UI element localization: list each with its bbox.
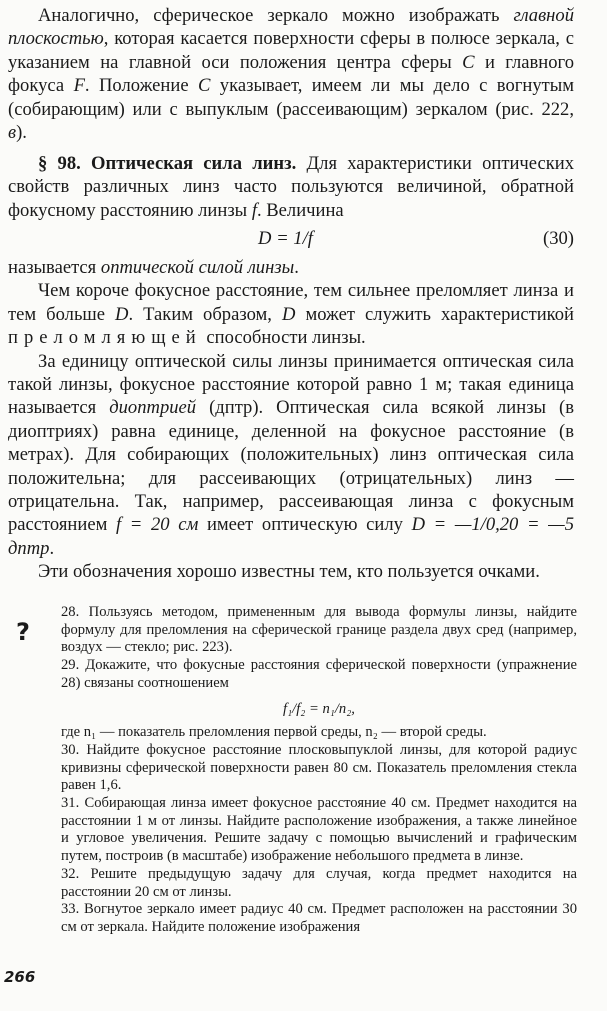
text: Аналогично, сферическое зеркало можно изображать (38, 5, 514, 26)
symbol: C (197, 75, 211, 97)
figure-ref: в (8, 122, 17, 144)
text: . Положение (84, 75, 198, 97)
body-text (8, 256, 574, 584)
text: указывает, имеем ли мы дело с вогнутым (собирающим) или с выпуклым (рассеивающим) зеркалом (рис. 222, (8, 75, 575, 120)
symbol: D (281, 303, 296, 325)
text: . Величина (256, 199, 344, 221)
symbol: C (462, 51, 475, 73)
paragraph-4: Эти обозначения хорошо известны тем, кто пользуется очками. (38, 561, 540, 583)
symbol: F (73, 75, 85, 97)
term-italic: главной плоскостью (8, 5, 574, 50)
text: и главного фокуса (8, 51, 575, 97)
inline-equation: D = —1/0,20 = —5 дптр (8, 514, 574, 559)
symbol: D (115, 303, 129, 325)
text: имеет оптическую силу (198, 514, 412, 536)
exercise-31: 31. Собирающая линза имеет фокусное расстояние 40 см. Предмет находится на расстоянии 1 м от линзы. Найдите расположение изображения, а также линейное и угловое увеличения. Решите задачу с помощью вычислений и графическим путем, построив (в масштабе) изображение небольшого предмета в линзе. (61, 795, 577, 865)
text: способности линзы. (201, 327, 366, 349)
text: . Таким образом, (128, 303, 282, 325)
section-98 (8, 152, 574, 222)
inline-equation: f = 20 см (115, 514, 199, 536)
text: , которая касается поверхности сферы в полюсе зеркала, с указанием на главной оси положения центра сферы (8, 28, 574, 73)
exercise-32: 32. Решите предыдущую задачу для случая, когда предмет находится на расстоянии 20 см от линзы. (61, 865, 577, 900)
text: может служить характеристикой (295, 303, 574, 325)
text: . (49, 537, 55, 559)
symbol: f (251, 199, 257, 221)
paragraph-3 (8, 350, 574, 561)
question-mark-icon: ? (16, 618, 30, 646)
exercise-29: 29. Докажите, что фокусные расстояния сферической поверхности (упражнение 28) связаны соотношением (61, 657, 577, 691)
section-title: § 98. Оптическая сила линз. (38, 153, 297, 174)
page-number: 266 (4, 968, 36, 986)
text: Для характеристики оптических свойств различных линз часто пользуются величиной, обратной фокусному расстоянию линзы (8, 153, 574, 221)
paragraph-2 (8, 279, 574, 349)
intro-paragraph (8, 4, 574, 144)
formula-number: (30) (543, 228, 574, 249)
text: Чем короче фокусное расстояние, тем сильнее преломляет линза и тем больше (8, 280, 574, 325)
text: (дптр). Оптическая сила всякой линзы (в диоптриях) равна единице, деленной на фокусное расстояние (в метрах). Для собирающих (положительных) линз оптическая сила положительна; для рассеивающих (отрицательных) линз — отрицательна. Так, например, рассеивающая линза с фокусным расстоянием (8, 397, 574, 536)
formula-expression: D = 1/f (258, 228, 313, 249)
spaced-emphasis: преломляющей (8, 327, 202, 349)
text: . (294, 257, 299, 278)
term-italic: диоптрией (109, 397, 197, 419)
term-italic: оптической силой линзы (100, 257, 295, 278)
formula-30 (8, 228, 574, 252)
exercises (61, 604, 577, 937)
exercise-30: 30. Найдите фокусное расстояние плосковыпуклой линзы, для которой радиус кривизны сферической поверхности равен 80 см. Показатель преломления стекла равен 1,6. (61, 741, 577, 794)
exercise-28: 28. Пользуясь методом, примененным для вывода формулы линзы, найдите формулу для преломления на сферической границе раздела двух сред (например, воздух — стекло; рис. 223). (61, 604, 577, 656)
exercise-29-formula: f₁/f₂ = n₁/n₂, (283, 700, 355, 717)
text: За единицу оптической силы линзы принимается оптическая сила такой линзы, фокусное расстояние которой равно 1 м; такая единица называется (8, 350, 574, 419)
text: называется (8, 257, 101, 278)
text: ). (16, 122, 27, 144)
exercise-29-where: где n₁ — показатель преломления первой среды, n₂ — второй среды. (61, 724, 487, 741)
exercise-33: 33. Вогнутое зеркало имеет радиус 40 см. Предмет расположен на расстоянии 30 см от зеркала. Найдите положение изображения (61, 901, 577, 935)
